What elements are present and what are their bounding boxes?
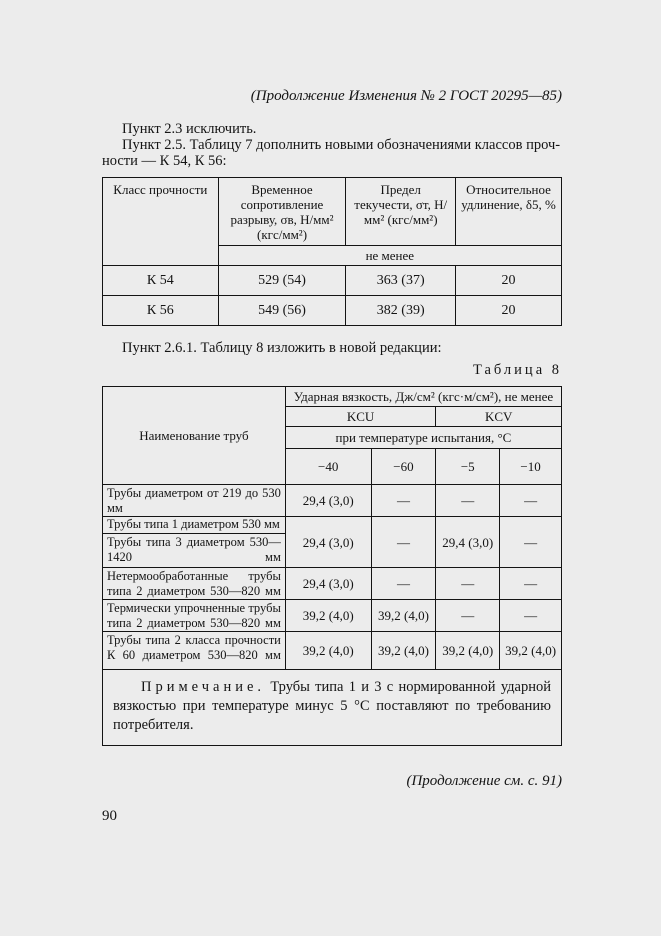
header-kcv: KCV	[436, 407, 562, 427]
note-label: Примечание.	[141, 679, 266, 695]
cell-elongation: 20	[456, 266, 562, 296]
header-temperature: при температуре испытания, °С	[285, 427, 561, 449]
cell-pipe-name: Нетермообработанные трубы типа 2 диаметром 530—820 мм	[103, 568, 286, 600]
table-8-label: Таблица 8	[472, 362, 562, 378]
cell-value: 39,2 (4,0)	[285, 632, 371, 670]
header-tensile: Временное сопротивление разрыву, σв, Н/мм² (кгс/мм²)	[218, 178, 346, 246]
cell-value: —	[436, 485, 500, 517]
cell-pipe-name: Трубы диаметром от 219 до 530 мм	[103, 485, 286, 517]
header-impact: Ударная вязкость, Дж/см² (кгс·м/см²), не менее	[285, 387, 561, 407]
cell-value: —	[436, 568, 500, 600]
cell-value: —	[500, 568, 562, 600]
table-8	[102, 386, 562, 746]
cell-yield: 363 (37)	[346, 266, 456, 296]
cell-tensile: 529 (54)	[218, 266, 346, 296]
header-kcu: KCU	[285, 407, 435, 427]
table-row	[103, 485, 562, 517]
paragraph-item-2-5-line2: ности — К 54, К 56:	[102, 153, 227, 169]
cell-value: —	[371, 485, 436, 517]
continuation-footer: (Продолжение см. с. 91)	[406, 773, 562, 789]
cell-value: —	[500, 485, 562, 517]
cell-pipe-name: Трубы типа 2 класса прочности К 60 диаметром 530—820 мм	[103, 632, 286, 670]
cell-value: 39,2 (4,0)	[500, 632, 562, 670]
cell-class: К 54	[103, 266, 219, 296]
cell-value: —	[371, 517, 436, 568]
header-class: Класс прочности	[103, 178, 219, 266]
cell-value: —	[500, 600, 562, 632]
cell-value: —	[436, 600, 500, 632]
cell-pipe-name: Термически упрочненные трубы типа 2 диаметром 530—820 мм	[103, 600, 286, 632]
cell-value: 29,4 (3,0)	[285, 517, 371, 568]
cell-value: 29,4 (3,0)	[436, 517, 500, 568]
cell-value: —	[500, 517, 562, 568]
paragraph-item-2-6-1: Пункт 2.6.1. Таблицу 8 изложить в новой редакции:	[122, 340, 442, 356]
cell-value: 39,2 (4,0)	[436, 632, 500, 670]
paragraph-item-2-5-line1: Пункт 2.5. Таблицу 7 дополнить новыми обозначениями классов проч-	[122, 137, 561, 153]
page-header: (Продолжение Изменения № 2 ГОСТ 20295—85)	[250, 88, 562, 104]
table-note	[103, 670, 562, 746]
header-elongation: Относительное удлинение, δ5, %	[456, 178, 562, 246]
temp-minus-60: −60	[371, 449, 436, 485]
header-pipe-name: Наименование труб	[103, 387, 286, 485]
table-row	[103, 568, 562, 600]
table-row	[103, 632, 562, 670]
table-row	[103, 517, 562, 534]
cell-value: 39,2 (4,0)	[371, 600, 436, 632]
paragraph-item-2-3: Пункт 2.3 исключить.	[122, 121, 257, 137]
cell-pipe-name: Трубы типа 1 диаметром 530 мм	[103, 517, 286, 534]
temp-minus-40: −40	[285, 449, 371, 485]
cell-tensile: 549 (56)	[218, 296, 346, 326]
cell-value: 39,2 (4,0)	[371, 632, 436, 670]
table-row	[103, 600, 562, 632]
table-row	[103, 296, 562, 326]
cell-value: 29,4 (3,0)	[285, 485, 371, 517]
cell-pipe-name: Трубы типа 3 диаметром 530—1420 мм	[103, 534, 286, 568]
cell-yield: 382 (39)	[346, 296, 456, 326]
cell-value: 39,2 (4,0)	[285, 600, 371, 632]
cell-value: 29,4 (3,0)	[285, 568, 371, 600]
temp-minus-10: −10	[500, 449, 562, 485]
temp-minus-5: −5	[436, 449, 500, 485]
subheader-min: не менее	[218, 246, 561, 266]
page-number: 90	[102, 808, 117, 824]
table-7	[102, 177, 562, 326]
cell-class: К 56	[103, 296, 219, 326]
note-text: Трубы типа 1 и 3 с нормированной ударной вязкостью при температуре минус 5 °С поставляют по требованию потребителя.	[113, 679, 552, 733]
cell-value: —	[371, 568, 436, 600]
cell-elongation: 20	[456, 296, 562, 326]
header-yield: Предел текучести, σт, Н/мм² (кгс/мм²)	[346, 178, 456, 246]
table-row	[103, 266, 562, 296]
